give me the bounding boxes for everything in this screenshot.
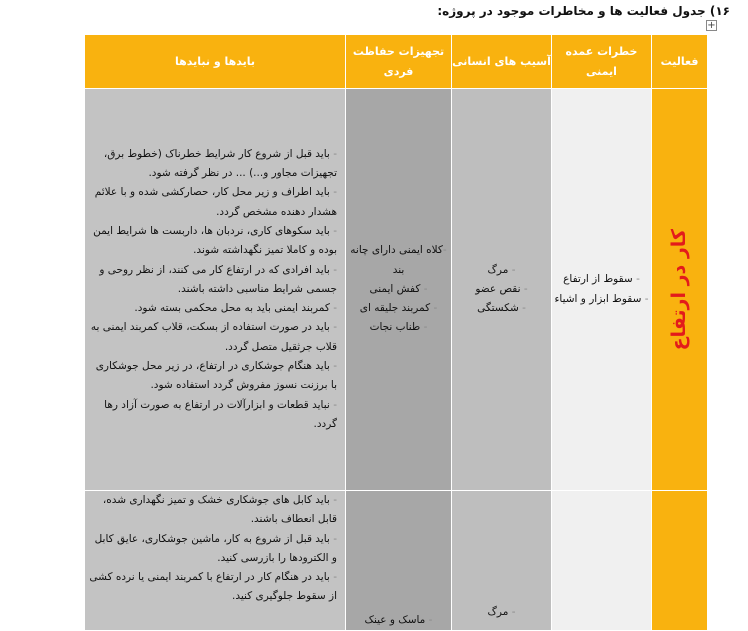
rule-item: نباید قطعات و ابزارآلات در ارتفاع به صورت آزاد رها گردد.	[104, 398, 337, 430]
rule-item: باید قبل از شروع به کار، ماشین جوشکاری، عایق کابل و الکترودها را بازرسی کنید.	[94, 532, 337, 564]
hazard-item: سقوط از ارتفاع	[563, 273, 633, 286]
dos-donts-cell: - باید قبل از شروع کار شرایط خطرناک (خطوط برق، تجهیزات مجاور و...) ... در نظر گرفته شود. - باید اطراف و زیر محل کار، حصارکشی شده و با علائم هشدار دهنده مشخص گردد. - باید سکوهای کاری، نردبان ها، داربست ها شرایط ایمن بوده و کاملا تمیز نگهداشته شوند. - باید افرادی که در ارتفاع کار می کنند، از نظر روحی و جسمی شرایط مناسبی داشته باشند. - کمربند ایمنی باید به محل محکمی بسته شود. - باید در صورت استفاده از بسکت، قلاب کمربند ایمنی به قلاب جرثقیل متصل گردد. - باید هنگام جوشکاری در ارتفاع، در زیر محل جوشکاری با برزنت نسوز مفروش گردد استفاده شود. - نباید قطعات و ابزارآلات در ارتفاع به صورت آزاد رها گردد.	[85, 89, 346, 491]
table-move-handle-icon[interactable]: +	[707, 20, 716, 31]
ppe-item: کفش ایمنی	[369, 282, 421, 295]
rule-item: باید هنگام جوشکاری در ارتفاع، در زیر محل جوشکاری با برزنت نسوز مفروش گردد استفاده شود.	[95, 360, 337, 392]
ppe-cell: -کلاه ایمنی دارای چانه بند - کفش ایمنی - کمربند جلیقه ای - طناب نجات	[346, 89, 452, 491]
injuries-cell: - مرگ	[452, 491, 552, 631]
rule-item: باید در هنگام کار در ارتفاع با کمربند ایمنی یا نرده کشی از سقوط جلوگیری کنید.	[89, 571, 337, 603]
rule-item: باید افرادی که در ارتفاع کار می کنند، از نظر روحی و جسمی شرایط مناسبی داشته باشند.	[99, 263, 337, 295]
dos-donts-cell: - باید کابل های جوشکاری خشک و تمیز نگهداری شده، قابل انعطاف باشند. - باید قبل از شروع به کار، ماشین جوشکاری، عایق کابل و الکترودها را بازرسی کنید. - باید در هنگام کار در ارتفاع با کمربند ایمنی یا نرده کشی از سقوط جلوگیری کنید.	[85, 491, 346, 631]
activity-cell	[652, 491, 708, 631]
rule-item: باید اطراف و زیر محل کار، حصارکشی شده و با علائم هشدار دهنده مشخص گردد.	[94, 186, 337, 218]
header-row	[85, 35, 708, 89]
hazards-cell	[552, 491, 652, 631]
injury-item: شکستگی	[477, 302, 519, 315]
activity-label: کار در ارتفاع	[667, 228, 690, 351]
ppe-item: کمربند جلیقه ای	[359, 302, 431, 315]
rule-item: باید در صورت استفاده از بسکت، قلاب کمربند ایمنی به قلاب جرثقیل متصل گردد.	[90, 321, 337, 353]
ppe-item: طناب نجات	[369, 321, 421, 334]
activity-cell	[652, 89, 708, 491]
injury-item: نقص عضو	[475, 282, 521, 295]
injuries-cell: - مرگ - نقص عضو - شکستگی	[452, 89, 552, 491]
header-ppe: تجهیزات حفاظت فردی	[346, 35, 452, 89]
header-activity: فعالیت	[652, 35, 708, 89]
hazards-table	[84, 34, 708, 631]
rule-item: کمربند ایمنی باید به محل محکمی بسته شود.	[134, 302, 330, 315]
hazard-item: سقوط ابزار و اشیاء	[554, 292, 642, 305]
header-hazards: خطرات عمده ایمنی	[552, 35, 652, 89]
rule-item: باید کابل های جوشکاری خشک و تمیز نگهداری شده، قابل انعطاف باشند.	[102, 494, 337, 526]
table-caption: ۱۶) جدول فعالیت ها و مخاطرات موجود در پروژه:	[437, 4, 730, 18]
injury-item: مرگ	[487, 263, 509, 276]
header-dos-donts: بایدها و نبایدها	[85, 35, 346, 89]
table-row	[85, 89, 708, 491]
ppe-cell: - ماسک و عینک	[346, 491, 452, 631]
rule-item: باید سکوهای کاری، نردبان ها، داربست ها شرایط ایمن بوده و کاملا تمیز نگهداشته شوند.	[93, 224, 337, 257]
table-row	[85, 491, 708, 631]
injury-item: مرگ	[487, 605, 509, 618]
hazards-cell: - سقوط از ارتفاع - سقوط ابزار و اشیاء	[552, 89, 652, 491]
ppe-item: ماسک و عینک	[364, 613, 426, 626]
ppe-item: کلاه ایمنی دارای چانه بند	[350, 244, 443, 276]
rule-item: باید قبل از شروع کار شرایط خطرناک (خطوط برق، تجهیزات مجاور و...) ... در نظر گرفته شود.	[103, 147, 337, 180]
header-injuries: آسیب های انسانی	[452, 35, 552, 89]
